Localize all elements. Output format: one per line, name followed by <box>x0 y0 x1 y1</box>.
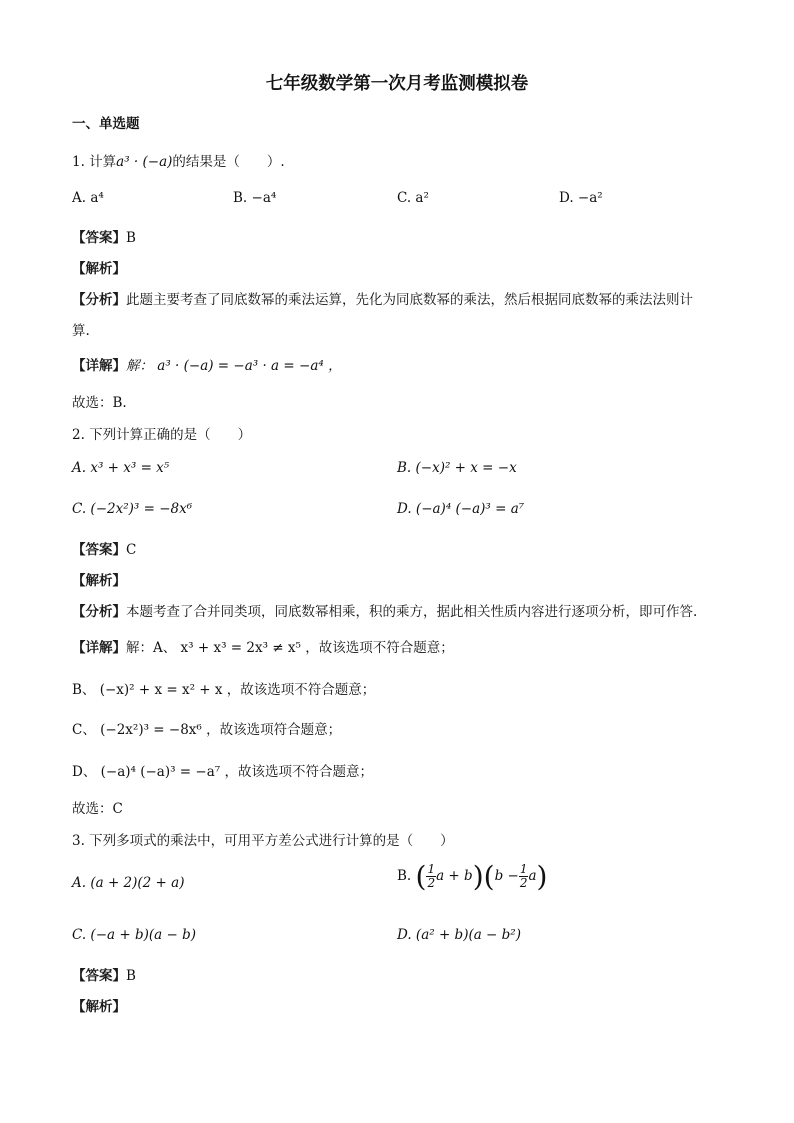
q1-answer-value: B <box>126 230 136 246</box>
q2-fenxi-text: 本题考查了合并同类项，同底数幂相乘，积的乘方，据此相关性质内容进行逐项分析，即可作答. <box>126 604 698 620</box>
q1-choose: 故选：B. <box>72 395 127 411</box>
answer-tag: 【答案】 <box>72 542 126 558</box>
q2-detail-b: B、 (−x)² + x = x² + x ，故该选项不符合题意； <box>72 682 376 698</box>
q2-detail-a <box>72 636 454 656</box>
q1-detail-text: 解： a³ · (−a) = −a³ · a = −a⁴ ， <box>126 358 342 374</box>
q1-stem <box>72 150 285 170</box>
detail-tag: 【详解】 <box>72 640 126 656</box>
q1-option-b: B. −a⁴ <box>233 190 277 206</box>
q3-option-b-part1: a + b <box>436 868 473 884</box>
q2-answer <box>72 538 136 558</box>
fraction-denominator: 2 <box>519 876 528 890</box>
fenxi-tag: 【分析】 <box>72 604 126 620</box>
fraction-half <box>426 863 436 890</box>
q2-answer-value: C <box>126 542 137 558</box>
q3-option-a: A. (a + 2)(2 + a) <box>72 875 185 891</box>
q3-analysis-tag: 【解析】 <box>72 999 126 1015</box>
q3-option-b-label: B. <box>397 868 412 884</box>
paren-left: ( <box>415 860 427 893</box>
q1-fenxi-text: 此题主要考查了同底数幂的乘法运算，先化为同底数幂的乘法，然后根据同底数幂的乘法法则计 <box>126 292 693 308</box>
q3-answer-value: B <box>126 968 136 984</box>
answer-tag: 【答案】 <box>72 230 126 246</box>
paren-right: ) <box>536 860 548 893</box>
q3-answer <box>72 964 136 984</box>
fraction-denominator: 2 <box>427 876 436 890</box>
q2-option-a: A. x³ + x³ = x⁵ <box>72 460 170 476</box>
q1-stem-math: a³ · (−a) <box>116 154 173 170</box>
q1-stem-prefix: 1. 计算 <box>72 154 117 170</box>
q1-option-c: C. a² <box>397 190 429 206</box>
q2-detail-d: D、 (−a)⁴ (−a)³ = −a⁷ ，故该选项不符合题意； <box>72 764 373 780</box>
fenxi-tag: 【分析】 <box>72 292 126 308</box>
q1-analysis-tag: 【解析】 <box>72 261 126 277</box>
q2-fenxi <box>72 600 697 620</box>
q3-option-d: D. (a² + b)(a − b²) <box>397 927 521 943</box>
q3-option-b-part2-post: a <box>528 868 537 884</box>
q2-detail-c: C、 (−2x²)³ = −8x⁶ ，故该选项符合题意； <box>72 722 342 738</box>
answer-tag: 【答案】 <box>72 968 126 984</box>
q3-option-b <box>397 860 547 893</box>
fraction-numerator: 1 <box>427 862 436 876</box>
q2-option-c: C. (−2x²)³ = −8x⁶ <box>72 501 193 517</box>
q3-option-b-part2-pre: b − <box>494 868 519 884</box>
section-heading: 一、单选题 <box>72 116 140 132</box>
q3-option-c: C. (−a + b)(a − b) <box>72 927 196 943</box>
q1-stem-suffix: 的结果是（ ）. <box>172 154 285 170</box>
paren-left: ( <box>483 860 495 893</box>
q1-answer <box>72 226 136 246</box>
fraction-half <box>519 863 529 890</box>
q2-option-d: D. (−a)⁴ (−a)³ = a⁷ <box>397 501 525 517</box>
q1-fenxi-line1 <box>72 288 693 308</box>
q3-stem: 3. 下列多项式的乘法中，可用平方差公式进行计算的是（ ） <box>72 833 454 849</box>
q2-analysis-tag: 【解析】 <box>72 573 126 589</box>
q2-detail-a-text: 解：A、 x³ + x³ = 2x³ ≠ x⁵ ，故该选项不符合题意； <box>126 640 454 656</box>
q1-fenxi-line2: 算. <box>72 323 90 339</box>
q1-option-d: D. −a² <box>559 190 603 206</box>
q1-detail <box>72 354 342 374</box>
q1-option-a: A. a⁴ <box>72 190 104 206</box>
q2-option-b: B. (−x)² + x = −x <box>397 460 517 476</box>
detail-tag: 【详解】 <box>72 358 126 374</box>
paren-right: ) <box>472 860 484 893</box>
q2-choose: 故选：C <box>72 801 123 817</box>
page-title: 七年级数学第一次月考监测模拟卷 <box>265 74 529 94</box>
q2-stem: 2. 下列计算正确的是（ ） <box>72 427 252 443</box>
fraction-numerator: 1 <box>519 862 528 876</box>
